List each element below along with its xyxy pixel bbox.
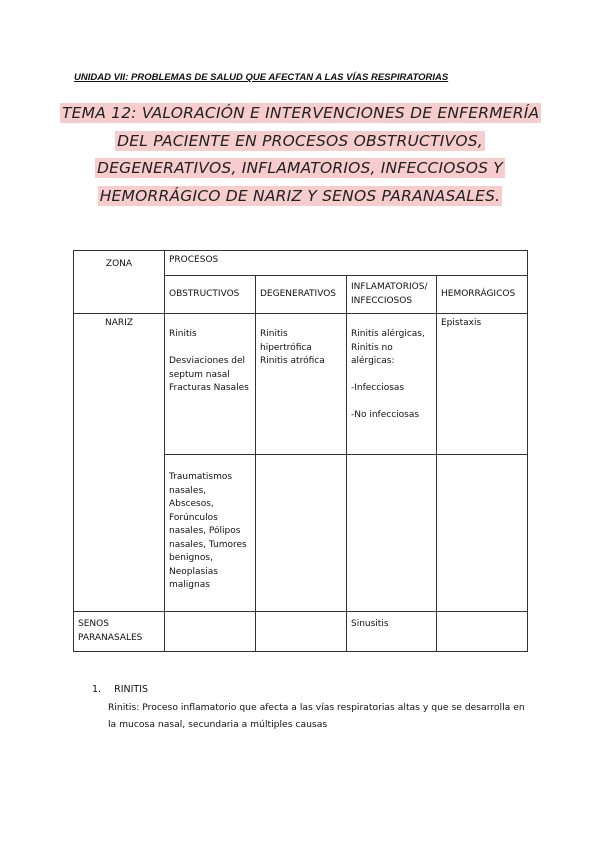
cell-nariz-inflamatorios-2 bbox=[347, 455, 437, 612]
cell-nariz-degenerativos-2 bbox=[256, 455, 347, 612]
cell-nariz-degenerativos: Rinitis hipertrófica Rinitis atrófica bbox=[256, 314, 347, 455]
cell-senos-hemorragicos bbox=[437, 612, 528, 652]
cell-nariz-inflamatorios: Rinitis alérgicas, Rinitis no alérgicas: -Infecciosas -No infecciosas bbox=[347, 314, 437, 455]
topic-title bbox=[60, 100, 540, 210]
zone-nariz: NARIZ bbox=[74, 314, 165, 612]
cell-nariz-obstructivos: Rinitis Desviaciones del septum nasal Fracturas Nasales bbox=[165, 314, 256, 455]
cell-nariz-obstructivos-2: Traumatismos nasales, Abscesos, Forúnculos nasales, Pólipos nasales, Tumores benignos, Neoplasias malignas bbox=[165, 455, 256, 612]
col-header-hemorragicos: HEMORRÁGICOS bbox=[437, 276, 528, 314]
list-item-rinitis bbox=[92, 684, 148, 695]
cell-senos-obstructivos bbox=[165, 612, 256, 652]
zone-senos-paranasales: SENOS PARANASALES bbox=[74, 612, 165, 652]
list-title: RINITIS bbox=[114, 684, 149, 695]
col-header-obstructivos: OBSTRUCTIVOS bbox=[165, 276, 256, 314]
cell-senos-degenerativos bbox=[256, 612, 347, 652]
topic-title-text: TEMA 12: VALORACIÓN E INTERVENCIONES DE ENFERMERÍA DEL PACIENTE EN PROCESOS OBSTRUCTIVOS, DEGENERATIVOS, INFLAMATORIOS, INFECCIOSOS Y HEMORRÁGICO DE NARIZ Y SENOS PARANASALES. bbox=[62, 104, 540, 205]
processes-table bbox=[73, 250, 528, 652]
unit-heading: UNIDAD VII: PROBLEMAS DE SALUD QUE AFECTAN A LAS VÍAS RESPIRATORIAS bbox=[74, 72, 449, 83]
list-number: 1. bbox=[92, 684, 102, 695]
cell-senos-inflamatorios: Sinusitis bbox=[347, 612, 437, 652]
rinitis-definition: Rinitis: Proceso inflamatorio que afecta a las vías respiratorias altas y que se desarrolla en la mucosa nasal, secundaria a múltiples causas bbox=[108, 702, 525, 730]
col-header-inflamatorios: INFLAMATORIOS/ INFECCIOSOS bbox=[347, 276, 437, 314]
processes-header: PROCESOS bbox=[165, 251, 528, 276]
cell-nariz-hemorragicos: Epistaxis bbox=[437, 314, 528, 455]
col-header-degenerativos: DEGENERATIVOS bbox=[256, 276, 347, 314]
zone-header: ZONA bbox=[74, 251, 165, 314]
cell-nariz-hemorragicos-2 bbox=[437, 455, 528, 612]
